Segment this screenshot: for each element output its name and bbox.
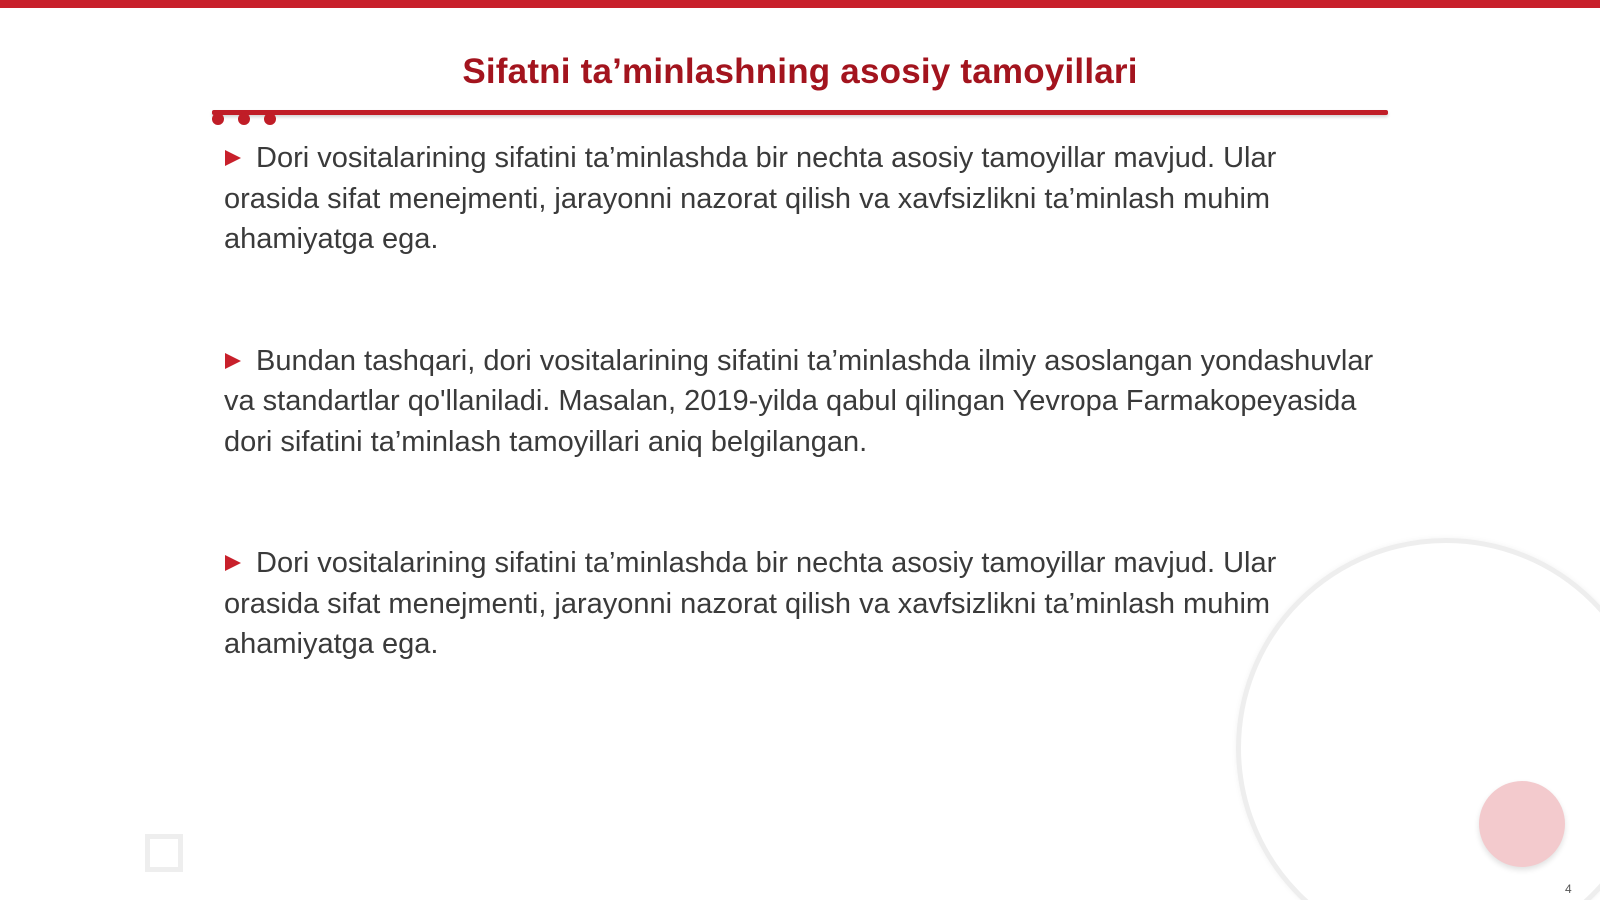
bullet-text: Bundan tashqari, dori vositalarining sifatini ta’minlashda ilmiy asoslangan yondashuvlar va standartlar qo'llaniladi. Masalan, 2019-yilda qabul qilingan Yevropa Farmakopeyasida dori sifatini ta’minlash tamoyillari aniq belgilangan. (224, 344, 1374, 458)
triangle-right-icon (224, 148, 242, 168)
triangle-right-icon (224, 553, 242, 573)
slide-title: Sifatni ta’minlashning asosiy tamoyillari (462, 52, 1138, 91)
decor-dot (264, 113, 276, 125)
top-accent-bar (0, 0, 1600, 8)
decor-dot (212, 113, 224, 125)
title-underline (212, 110, 1388, 115)
page-number: 4 (1565, 882, 1572, 896)
bullet-list (224, 138, 1374, 746)
bullet-item (224, 138, 1374, 260)
bullet-text: Dori vositalarining sifatini ta’minlashda bir nechta asosiy tamoyillar mavjud. Ular orasida sifat menejmenti, jarayonni nazorat qilish va xavfsizlikni ta’minlash muhim ahamiyatga ega. (224, 142, 1277, 255)
bullet-item (224, 341, 1374, 463)
triangle-right-icon (224, 351, 242, 371)
bullet-item (224, 543, 1374, 665)
decor-pink-circle (1479, 781, 1565, 867)
decor-dot (238, 113, 250, 125)
bullet-text: Dori vositalarining sifatini ta’minlashda bir nechta asosiy tamoyillar mavjud. Ular orasida sifat menejmenti, jarayonni nazorat qilish va xavfsizlikni ta’minlash muhim ahamiyatga ega. (224, 547, 1277, 660)
decor-square (145, 834, 183, 872)
